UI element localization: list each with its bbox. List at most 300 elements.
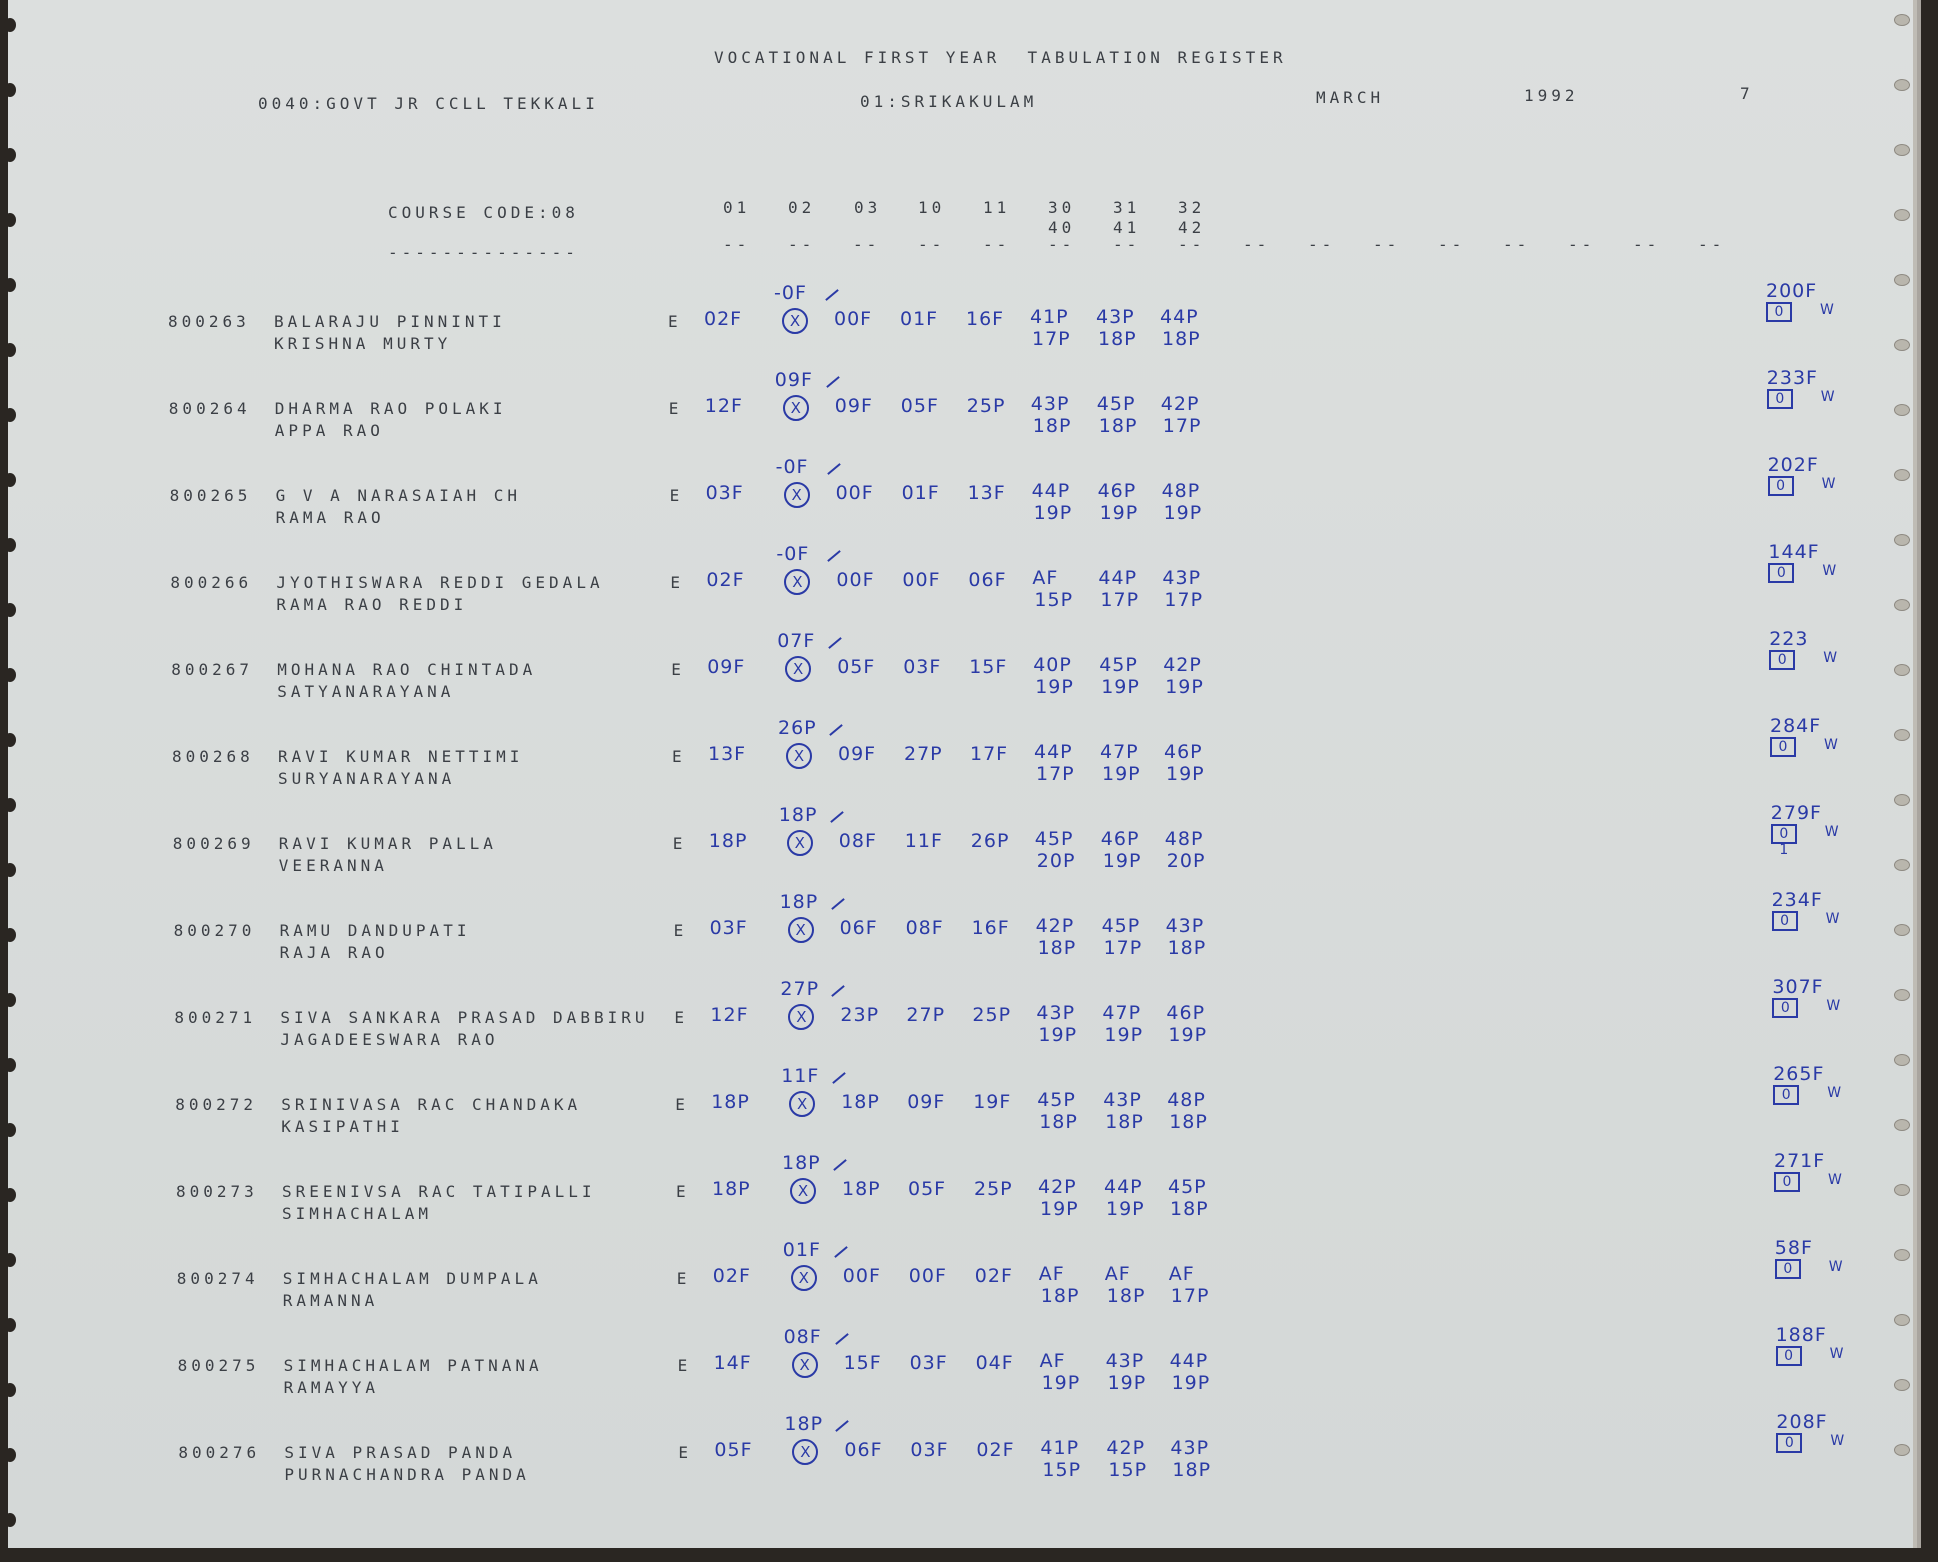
perforation-hole	[4, 1188, 16, 1202]
result-code: W	[1820, 389, 1836, 405]
mark-10: 03F	[910, 1439, 949, 1461]
mark-01: 13F	[708, 743, 747, 765]
mark-03: 00F	[834, 308, 873, 330]
mark-40: 20P	[1036, 850, 1076, 872]
mark-30: 41P	[1040, 1437, 1080, 1459]
student-name: JYOTHISWARA REDDI GEDALA	[276, 573, 604, 592]
mark-32: 45P	[1168, 1176, 1207, 1198]
mark-30: 42P	[1038, 1176, 1077, 1198]
mark-03: 06F	[844, 1439, 883, 1461]
mark-41: 19P	[1107, 1372, 1147, 1394]
mark-31: 44P	[1098, 567, 1138, 589]
correction-tick	[836, 1420, 850, 1432]
column-code-lower: 40	[1048, 218, 1076, 237]
mark-01: 14F	[713, 1352, 752, 1374]
medium-code: E	[676, 1182, 690, 1201]
mark-11: 16F	[966, 308, 1005, 330]
mark-10: 27P	[904, 743, 943, 765]
mark-31: 47P	[1100, 741, 1139, 763]
mark-11: 15F	[969, 656, 1008, 678]
college-name: 0040:GOVT JR CCLL TEKKALI	[258, 94, 599, 113]
column-dash: --	[1438, 235, 1466, 254]
mark-40: 19P	[1040, 1198, 1079, 1220]
mark-41: 19P	[1104, 1024, 1144, 1046]
mark-41: 19P	[1106, 1198, 1145, 1220]
perforation-hole	[4, 993, 16, 1007]
mark-30: 45P	[1034, 828, 1074, 850]
roll-number: 800272	[175, 1095, 257, 1114]
column-dash: --	[1178, 235, 1206, 254]
student-name: SRINIVASA RAC CHANDAKA	[281, 1095, 582, 1114]
mark-41: 18P	[1098, 415, 1138, 437]
mark-42: 19P	[1168, 1024, 1208, 1046]
mark-32: 43P	[1162, 567, 1202, 589]
mark-40: 18P	[1040, 1285, 1080, 1307]
grand-total: 58F	[1774, 1237, 1813, 1259]
parent-name: PURNACHANDRA PANDA	[284, 1465, 530, 1484]
roll-number: 800269	[172, 834, 255, 853]
mark-11: 25P	[966, 395, 1006, 417]
correction-tick	[828, 637, 842, 649]
perforation-hole	[1894, 1379, 1910, 1391]
result-box: 0 1	[1771, 824, 1797, 844]
result-box: 0	[1768, 563, 1794, 583]
perforation-hole	[1894, 924, 1910, 936]
medium-code: E	[675, 1095, 689, 1114]
perforation-hole	[4, 668, 16, 682]
perforation-hole	[1894, 599, 1910, 611]
column-dash: --	[983, 235, 1011, 254]
result-code: W	[1824, 737, 1839, 753]
grand-total: 279F	[1770, 802, 1822, 824]
perforation-hole	[4, 1513, 16, 1527]
mark-02-circled: X	[791, 1265, 817, 1291]
mark-42: 18P	[1172, 1459, 1212, 1481]
perforation-hole	[4, 1383, 16, 1397]
mark-30: AF	[1038, 1263, 1065, 1285]
mark-10: 00F	[902, 569, 941, 591]
mark-31: 43P	[1103, 1089, 1142, 1111]
perforation-hole	[1894, 274, 1910, 286]
mark-02-circled: X	[789, 1091, 815, 1117]
mark-02-circled: X	[792, 1439, 818, 1465]
mark-11: 04F	[975, 1352, 1014, 1374]
column-code: 02	[788, 198, 816, 217]
mark-31: 43P	[1105, 1350, 1145, 1372]
mark-02-correction: 08F	[783, 1326, 822, 1348]
column-dash: --	[918, 235, 946, 254]
mark-02-correction: 26P	[778, 717, 817, 739]
column-dash: --	[788, 235, 816, 254]
mark-01: 12F	[704, 395, 743, 417]
column-code-lower: 41	[1113, 218, 1141, 237]
mark-01: 02F	[706, 569, 745, 591]
mark-32: 46P	[1164, 741, 1203, 763]
mark-30: 40P	[1033, 654, 1072, 676]
mark-03: 06F	[839, 917, 878, 939]
medium-code: E	[668, 399, 683, 418]
mark-31: 45P	[1099, 654, 1138, 676]
mark-10: 27P	[906, 1004, 946, 1026]
mark-41: 19P	[1099, 502, 1139, 524]
perforation-hole	[4, 408, 16, 422]
mark-01: 02F	[712, 1265, 751, 1287]
perforation-hole	[1894, 1314, 1910, 1326]
perforation-hole	[1894, 1119, 1910, 1131]
student-name: RAVI KUMAR NETTIMI	[278, 747, 524, 766]
result-code: W	[1824, 824, 1840, 840]
mark-30: 42P	[1035, 915, 1075, 937]
mark-31: 46P	[1100, 828, 1140, 850]
result-box: 0	[1775, 1259, 1801, 1279]
mark-31: 46P	[1097, 480, 1137, 502]
mark-41: 18P	[1106, 1285, 1146, 1307]
parent-name: KRISHNA MURTY	[274, 334, 452, 353]
mark-11: 16F	[971, 917, 1010, 939]
column-dash: --	[1633, 235, 1661, 254]
roll-number: 800265	[169, 486, 252, 505]
correction-tick	[828, 550, 842, 562]
result-box: 0	[1770, 737, 1796, 757]
mark-42: 17P	[1170, 1285, 1210, 1307]
column-code: 03	[854, 198, 882, 217]
result-code: W	[1828, 1172, 1843, 1188]
student-name: RAMU DANDUPATI	[279, 921, 471, 940]
result-box: 0	[1774, 1172, 1800, 1192]
register-sheet	[8, 0, 1913, 1548]
perforation-hole	[4, 1058, 16, 1072]
perforation-hole	[1894, 1054, 1910, 1066]
mark-32: 43P	[1170, 1437, 1210, 1459]
mark-11: 25P	[974, 1178, 1013, 1200]
mark-02-circled: X	[788, 917, 814, 943]
result-code: W	[1823, 650, 1839, 666]
mark-02-correction: -0F	[775, 456, 809, 478]
result-code: W	[1828, 1259, 1844, 1275]
mark-30: 41P	[1030, 306, 1069, 328]
roll-number: 800266	[170, 573, 253, 592]
perforation-hole	[4, 343, 16, 357]
right-perforation	[1888, 0, 1908, 1562]
perforation-hole	[4, 798, 16, 812]
mark-40: 18P	[1032, 415, 1072, 437]
perforation-hole	[1894, 664, 1910, 676]
medium-code: E	[672, 834, 687, 853]
mark-01: 03F	[705, 482, 744, 504]
mark-42: 17P	[1162, 415, 1202, 437]
mark-03: 23P	[840, 1004, 880, 1026]
mark-02-circled: X	[785, 656, 811, 682]
mark-42: 19P	[1166, 763, 1205, 785]
correction-tick	[829, 724, 843, 736]
mark-42: 18P	[1167, 937, 1207, 959]
mark-01: 09F	[707, 656, 746, 678]
mark-42: 19P	[1163, 502, 1203, 524]
medium-code: E	[672, 747, 686, 766]
correction-tick	[834, 1246, 848, 1258]
column-dash: --	[1698, 235, 1726, 254]
mark-42: 19P	[1171, 1372, 1211, 1394]
mark-10: 05F	[908, 1178, 947, 1200]
mark-02-correction: 18P	[784, 1413, 824, 1435]
district-name: 01:SRIKAKULAM	[860, 92, 1038, 111]
mark-02-circled: X	[788, 1004, 814, 1030]
correction-tick	[825, 289, 839, 301]
result-box: 0	[1773, 1085, 1799, 1105]
mark-02-correction: 18P	[778, 804, 818, 826]
mark-40: 15P	[1042, 1459, 1082, 1481]
perforation-hole	[1894, 404, 1910, 416]
left-perforation	[8, 0, 28, 1562]
mark-10: 09F	[907, 1091, 946, 1113]
mark-42: 18P	[1162, 328, 1201, 350]
result-code: W	[1825, 911, 1841, 927]
mark-10: 03F	[909, 1352, 948, 1374]
parent-name: RAMA RAO REDDI	[276, 595, 468, 614]
mark-42: 19P	[1165, 676, 1204, 698]
mark-31: 47P	[1102, 1002, 1142, 1024]
mark-42: 17P	[1164, 589, 1204, 611]
mark-30: 45P	[1037, 1089, 1076, 1111]
result-box: 0	[1776, 1433, 1802, 1453]
mark-03: 18P	[842, 1178, 881, 1200]
grand-total: 223	[1769, 628, 1809, 650]
column-dash: --	[1568, 235, 1596, 254]
result-code: W	[1829, 1346, 1845, 1362]
student-name: DHARMA RAO POLAKI	[274, 399, 507, 418]
roll-number: 800275	[177, 1356, 260, 1375]
perforation-hole	[1894, 534, 1910, 546]
result-box: 0	[1769, 650, 1795, 670]
mark-31: 44P	[1104, 1176, 1143, 1198]
grand-total: 233F	[1766, 367, 1818, 389]
medium-code: E	[669, 486, 684, 505]
mark-40: 18P	[1039, 1111, 1078, 1133]
mark-42: 18P	[1170, 1198, 1209, 1220]
parent-name: RAMAYYA	[283, 1378, 380, 1397]
mark-11: 26P	[970, 830, 1010, 852]
column-dash: --	[1113, 235, 1141, 254]
student-name: SIVA PRASAD PANDA	[284, 1443, 517, 1462]
mark-30: AF	[1032, 567, 1059, 589]
mark-03: 09F	[834, 395, 873, 417]
mark-41: 19P	[1101, 676, 1140, 698]
column-dash: --	[1503, 235, 1531, 254]
mark-02-correction: 01F	[782, 1239, 821, 1261]
mark-32: 48P	[1161, 480, 1201, 502]
perforation-hole	[1894, 729, 1910, 741]
column-code: 10	[918, 198, 946, 217]
mark-01: 03F	[709, 917, 748, 939]
roll-number: 800267	[171, 660, 253, 679]
result-box: 0	[1776, 1346, 1802, 1366]
perforation-hole	[1894, 794, 1910, 806]
mark-32: 48P	[1164, 828, 1204, 850]
mark-02-correction: 11F	[781, 1065, 820, 1087]
grand-total: 208F	[1776, 1411, 1828, 1433]
mark-40: 18P	[1037, 937, 1077, 959]
mark-02-correction: 09F	[774, 369, 813, 391]
mark-02-correction: 18P	[782, 1152, 821, 1174]
mark-40: 17P	[1036, 763, 1075, 785]
perforation-hole	[1894, 1249, 1910, 1261]
roll-number: 800271	[174, 1008, 257, 1027]
mark-32: 48P	[1167, 1089, 1206, 1111]
parent-name: RAJA RAO	[279, 943, 389, 962]
medium-code: E	[670, 573, 685, 592]
mark-11: 13F	[967, 482, 1006, 504]
mark-10: 08F	[905, 917, 944, 939]
student-name: RAVI KUMAR PALLA	[278, 834, 497, 853]
column-code: 30	[1048, 198, 1076, 217]
result-box: 0	[1766, 302, 1792, 322]
mark-02-correction: -0F	[776, 543, 810, 565]
mark-01: 18P	[711, 1091, 750, 1113]
mark-40: 15P	[1034, 589, 1074, 611]
parent-name: SATYANARAYANA	[277, 682, 455, 701]
mark-02-circled: X	[786, 743, 812, 769]
mark-02-circled: X	[790, 1178, 816, 1204]
student-name: BALARAJU PINNINTI	[274, 312, 506, 331]
perforation-hole	[4, 213, 16, 227]
mark-11: 19F	[973, 1091, 1012, 1113]
grand-total: 144F	[1768, 541, 1820, 563]
mark-32: 44P	[1160, 306, 1199, 328]
mark-01: 05F	[714, 1439, 753, 1461]
student-name: SIMHACHALAM DUMPALA	[282, 1269, 542, 1288]
perforation-hole	[1894, 79, 1910, 91]
mark-10: 11F	[904, 830, 943, 852]
perforation-hole	[1894, 989, 1910, 1001]
perforation-hole	[4, 473, 16, 487]
mark-30: 44P	[1034, 741, 1073, 763]
parent-name: APPA RAO	[274, 421, 384, 440]
mark-03: 00F	[842, 1265, 881, 1287]
grand-total: 271F	[1774, 1150, 1826, 1172]
mark-42: 18P	[1169, 1111, 1208, 1133]
perforation-hole	[4, 538, 16, 552]
grand-total: 202F	[1767, 454, 1819, 476]
perforation-hole	[4, 863, 16, 877]
grand-total: 284F	[1770, 715, 1822, 737]
mark-31: 43P	[1096, 306, 1135, 328]
mark-11: 25P	[972, 1004, 1012, 1026]
result-box: 0	[1767, 389, 1793, 409]
mark-02-correction: 27P	[780, 978, 820, 1000]
roll-number: 800276	[178, 1443, 261, 1462]
column-code: 31	[1113, 198, 1141, 217]
mark-02-correction: -0F	[774, 282, 807, 304]
mark-01: 18P	[708, 830, 748, 852]
roll-number: 800268	[172, 747, 254, 766]
mark-02-circled: X	[783, 395, 809, 421]
parent-name: RAMANNA	[282, 1291, 379, 1310]
result-box: 0	[1768, 476, 1794, 496]
perforation-hole	[4, 733, 16, 747]
parent-name: SURYANARAYANA	[278, 769, 456, 788]
perforation-hole	[4, 1123, 16, 1137]
mark-03: 18P	[841, 1091, 880, 1113]
perforation-hole	[1894, 339, 1910, 351]
register-title: VOCATIONAL FIRST YEAR TABULATION REGISTER	[714, 48, 1287, 67]
perforation-hole	[4, 83, 16, 97]
correction-tick	[832, 985, 846, 997]
mark-30: 44P	[1031, 480, 1071, 502]
mark-03: 00F	[836, 569, 875, 591]
mark-01: 12F	[710, 1004, 749, 1026]
mark-02-circled: X	[784, 482, 810, 508]
mark-31: 45P	[1101, 915, 1141, 937]
medium-code: E	[668, 312, 682, 331]
mark-10: 05F	[900, 395, 939, 417]
mark-02-circled: X	[792, 1352, 818, 1378]
roll-number: 800274	[176, 1269, 259, 1288]
exam-year: 1992	[1524, 86, 1579, 105]
result-code: W	[1820, 302, 1835, 318]
correction-tick	[835, 1333, 849, 1345]
result-box: 0	[1772, 911, 1798, 931]
mark-30: AF	[1039, 1350, 1066, 1372]
grand-total: 234F	[1771, 889, 1823, 911]
column-code: 11	[983, 198, 1011, 217]
parent-name: JAGADEESWARA RAO	[280, 1030, 499, 1049]
result-code: W	[1822, 563, 1838, 579]
mark-10: 00F	[908, 1265, 947, 1287]
medium-code: E	[673, 921, 688, 940]
column-dash: --	[853, 235, 881, 254]
mark-40: 19P	[1038, 1024, 1078, 1046]
mark-40: 19P	[1035, 676, 1074, 698]
perforation-hole	[4, 1318, 16, 1332]
perforation-hole	[4, 148, 16, 162]
mark-32: 46P	[1166, 1002, 1206, 1024]
student-name: SREENIVSA RAC TATIPALLI	[282, 1182, 596, 1201]
parent-name: RAMA RAO	[275, 508, 385, 527]
page-number: 7	[1740, 84, 1754, 103]
student-name: SIVA SANKARA PRASAD DABBIRU	[280, 1008, 649, 1027]
grand-total: 188F	[1775, 1324, 1827, 1346]
mark-32: 42P	[1160, 393, 1200, 415]
mark-32: 43P	[1165, 915, 1205, 937]
medium-code: E	[676, 1269, 691, 1288]
roll-number: 800263	[168, 312, 250, 331]
perforation-hole	[1894, 144, 1910, 156]
mark-11: 02F	[976, 1439, 1015, 1461]
roll-number: 800273	[176, 1182, 258, 1201]
medium-code: E	[671, 660, 685, 679]
medium-code: E	[674, 1008, 689, 1027]
column-code: 01	[723, 198, 751, 217]
parent-name: VEERANNA	[278, 856, 388, 875]
mark-32: 42P	[1163, 654, 1202, 676]
column-dash: --	[1048, 235, 1076, 254]
mark-01: 18P	[712, 1178, 751, 1200]
course-code: COURSE CODE:08	[388, 203, 579, 222]
student-name: SIMHACHALAM PATNANA	[283, 1356, 543, 1375]
mark-32: 44P	[1169, 1350, 1209, 1372]
mark-41: 17P	[1100, 589, 1140, 611]
medium-code: E	[677, 1356, 692, 1375]
mark-41: 15P	[1108, 1459, 1148, 1481]
mark-03: 05F	[837, 656, 876, 678]
mark-01: 02F	[704, 308, 743, 330]
parent-name: KASIPATHI	[281, 1117, 404, 1136]
mark-31: AF	[1104, 1263, 1131, 1285]
parent-name: SIMHACHALAM	[282, 1204, 432, 1223]
perforation-hole	[1894, 859, 1910, 871]
correction-tick	[831, 898, 845, 910]
perforation-hole	[4, 603, 16, 617]
